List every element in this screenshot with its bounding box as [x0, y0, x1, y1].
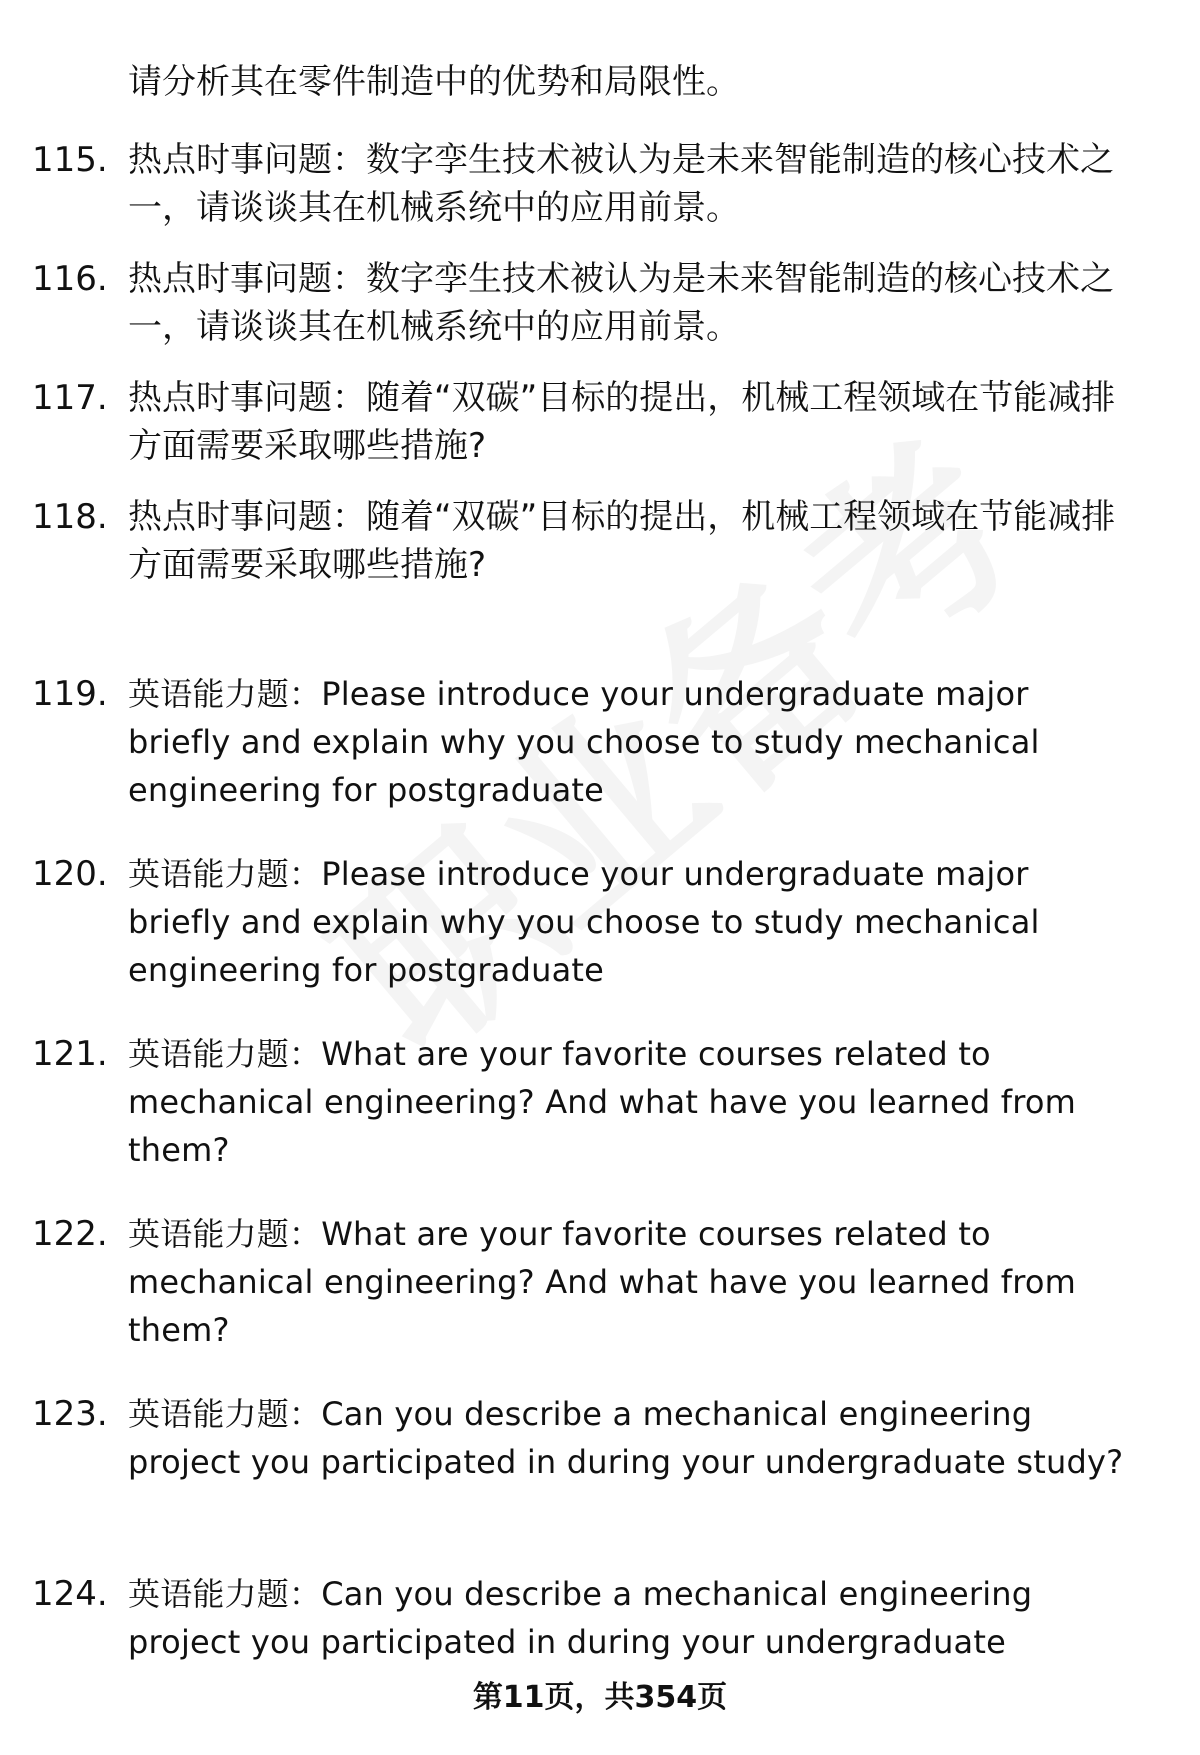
question-number: 123.	[32, 1394, 108, 1434]
page-footer: 第11页，共354页	[472, 1680, 728, 1715]
question-text: 热点时事问题：随着“双碳”目标的提出，机械工程领域在节能减排方面需要采取哪些措施?	[128, 497, 1116, 585]
question-text: 热点时事问题：随着“双碳”目标的提出，机械工程领域在节能减排方面需要采取哪些措施?	[128, 378, 1116, 466]
question-number: 124.	[32, 1574, 108, 1614]
question-number: 120.	[32, 854, 108, 894]
question-text: 热点时事问题：数字孪生技术被认为是未来智能制造的核心技术之一，请谈谈其在机械系统中的应用前景。	[128, 140, 1114, 228]
question-number: 119.	[32, 674, 108, 714]
question-text: 英语能力题：Can you describe a mechanical engineering project you participated in during your undergraduate	[128, 1575, 1033, 1661]
question-number: 117.	[32, 378, 108, 418]
question-number: 116.	[32, 259, 108, 299]
question-text: 热点时事问题：数字孪生技术被认为是未来智能制造的核心技术之一，请谈谈其在机械系统中的应用前景。	[128, 259, 1114, 347]
question-text: 英语能力题：Can you describe a mechanical engineering project you participated in during your undergraduate study?	[128, 1395, 1124, 1481]
question-number: 115.	[32, 140, 108, 180]
question-text: 英语能力题：What are your favorite courses related to mechanical engineering? And what have you learned from them?	[128, 1215, 1077, 1349]
question-text: 英语能力题：Please introduce your undergraduate major briefly and explain why you choose to study mechanical engineering for postgraduate	[128, 855, 1040, 989]
question-number: 121.	[32, 1034, 108, 1074]
question-number: 122.	[32, 1214, 108, 1254]
question-text: 英语能力题：Please introduce your undergraduate major briefly and explain why you choose to study mechanical engineering for postgraduate	[128, 675, 1040, 809]
question-text: 英语能力题：What are your favorite courses related to mechanical engineering? And what have you learned from them?	[128, 1035, 1077, 1169]
continuation-text: 请分析其在零件制造中的优势和局限性。	[128, 62, 740, 102]
question-number: 118.	[32, 497, 108, 537]
